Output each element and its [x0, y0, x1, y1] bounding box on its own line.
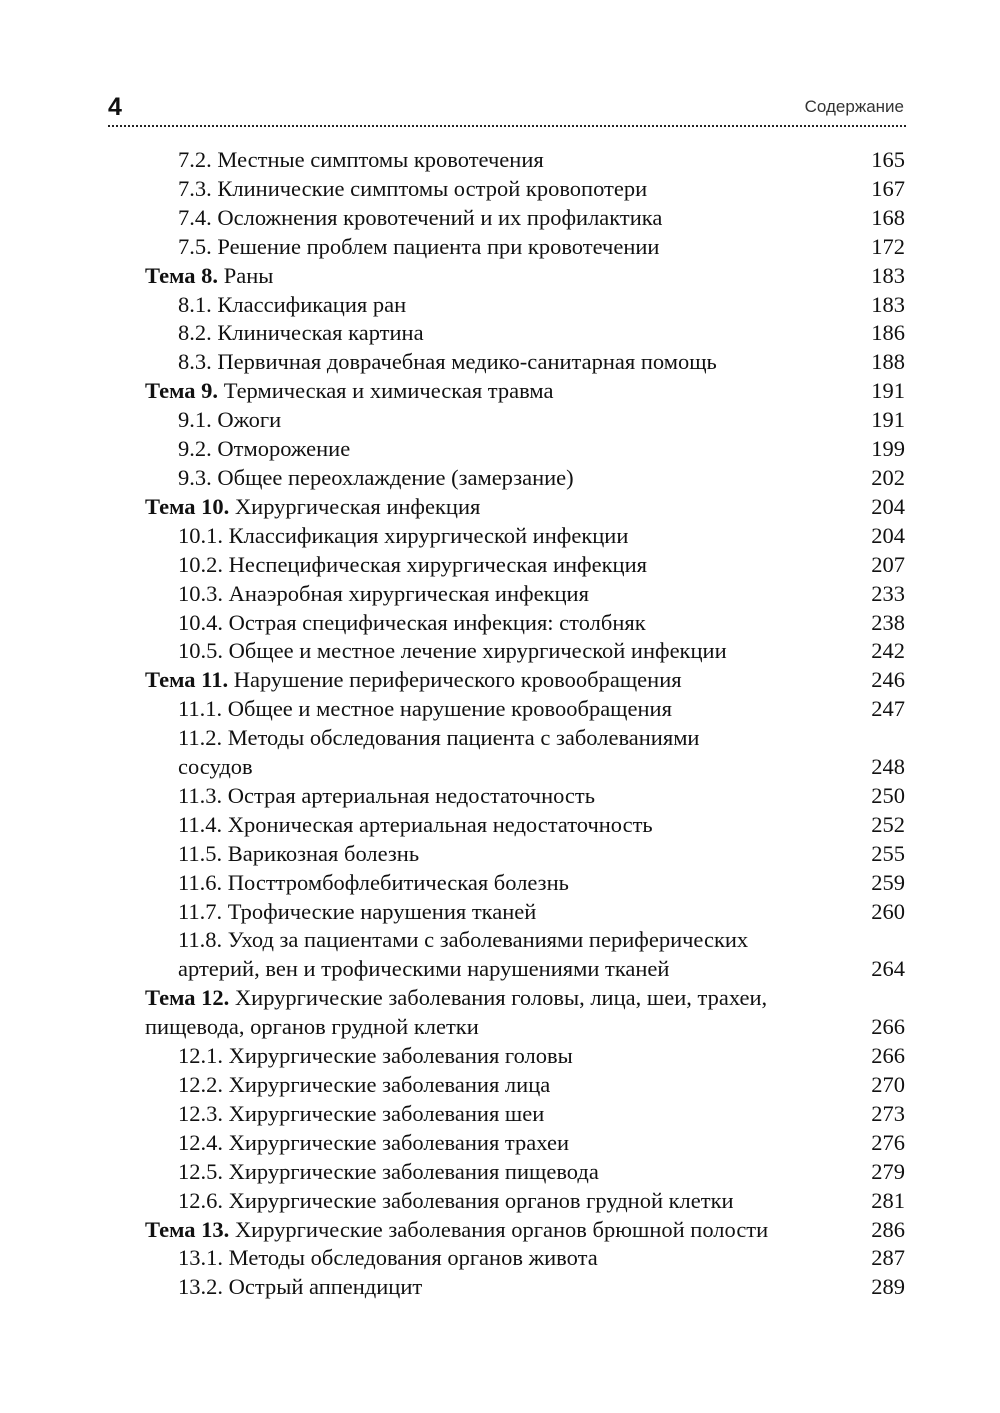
toc-page-number: 259	[871, 869, 905, 895]
toc-entry-label	[178, 406, 281, 435]
toc-page-number: 191	[871, 378, 905, 404]
toc-entry-title: Варикозная болезнь	[227, 840, 420, 866]
toc-entry-label	[178, 869, 569, 898]
dot-leader	[426, 1293, 861, 1294]
toc-subsection-entry[interactable]	[145, 1129, 905, 1158]
toc-entry-label	[178, 551, 647, 580]
toc-entry-title: Местные симптомы кровотечения	[217, 147, 544, 172]
toc-subsection-entry[interactable]	[145, 522, 905, 551]
toc-page-number: 165	[871, 147, 905, 172]
toc-subsection-entry[interactable]	[145, 724, 905, 753]
toc-section-number: 11.5.	[178, 840, 223, 866]
toc-subsection-entry[interactable]	[145, 233, 905, 262]
toc-entry-label	[178, 1244, 598, 1273]
toc-entry-title: Трофические нарушения тканей	[227, 898, 537, 924]
toc-section-number: 11.2.	[178, 725, 223, 751]
toc-entry-title: Общее переохлаждение (замерзание)	[217, 464, 574, 490]
toc-entry-label	[178, 1100, 544, 1129]
toc-section-number: 11.7.	[178, 898, 223, 924]
dot-leader	[651, 571, 861, 572]
toc-entry-label	[178, 204, 662, 233]
toc-entry-title: Клинические симптомы острой кровопотери	[217, 175, 648, 201]
toc-entry-title: Острая специфическая инфекция: столбняк	[228, 609, 646, 635]
toc-subsection-entry[interactable]	[145, 1273, 905, 1302]
dot-leader	[277, 282, 861, 283]
toc-topic-entry[interactable]	[145, 377, 905, 406]
toc-entry-label	[178, 1129, 569, 1158]
toc-section-number: 9.2.	[178, 436, 212, 462]
toc-entry-label	[178, 695, 672, 724]
toc-subsection-entry[interactable]	[145, 1187, 905, 1216]
table-of-contents	[145, 146, 905, 1302]
toc-topic-entry[interactable]	[145, 262, 905, 291]
toc-page-number: 260	[871, 898, 905, 924]
toc-page-number: 266	[871, 1043, 905, 1069]
toc-topic-number: Тема 12.	[145, 985, 230, 1011]
dot-leader	[257, 773, 861, 774]
toc-section-number: 10.3.	[178, 580, 223, 606]
toc-subsection-entry[interactable]	[145, 1100, 905, 1129]
toc-topic-entry[interactable]	[145, 1216, 905, 1245]
dot-leader	[657, 831, 861, 832]
toc-subsection-entry[interactable]	[145, 782, 905, 811]
toc-entry-title: Ожоги	[217, 407, 282, 433]
dot-leader	[573, 1149, 861, 1150]
running-section-title: Содержание	[804, 97, 904, 116]
toc-entry-title: Первичная доврачебная медико-санитарная помощь	[217, 349, 717, 375]
toc-page-number: 289	[871, 1274, 905, 1300]
dot-leader	[483, 1033, 861, 1034]
toc-entry-title: Хирургические заболевания головы, лица, шеи, трахеи,	[234, 985, 768, 1011]
toc-section-number: 12.4.	[178, 1129, 223, 1155]
toc-entry-title: Нарушение периферического кровообращения	[233, 667, 682, 693]
header-dotted-rule	[108, 125, 906, 127]
toc-section-number: 11.6.	[178, 869, 223, 895]
toc-page-number: 273	[871, 1100, 905, 1126]
toc-entry-label	[178, 724, 699, 753]
toc-topic-number: Тема 13.	[145, 1216, 230, 1242]
toc-entry-label	[145, 666, 682, 695]
toc-entry-title: Хирургические заболевания пищевода	[228, 1158, 599, 1184]
dot-leader	[428, 339, 861, 340]
toc-page-number: 191	[871, 407, 905, 433]
dot-leader	[577, 1062, 861, 1063]
toc-entry-title: Клиническая картина	[217, 320, 424, 346]
toc-page-number: 266	[871, 1014, 905, 1040]
toc-subsection-entry[interactable]	[145, 1042, 905, 1071]
dot-leader	[593, 600, 861, 601]
toc-entry-title: Острый аппендицит	[228, 1274, 423, 1300]
toc-entry-title: Хирургические заболевания шеи	[228, 1100, 545, 1126]
toc-entry-label	[178, 1187, 734, 1216]
toc-entry-title: Хирургические заболевания органов брюшной полости	[234, 1216, 769, 1242]
toc-topic-number: Тема 11.	[145, 667, 229, 693]
toc-page-number: 168	[871, 204, 905, 230]
toc-page-number: 167	[871, 175, 905, 201]
dot-leader	[354, 455, 861, 456]
toc-subsection-entry[interactable]	[145, 464, 905, 493]
dot-leader	[721, 368, 861, 369]
toc-page-number: 248	[871, 754, 905, 780]
toc-page-number: 246	[871, 667, 905, 693]
toc-subsection-entry[interactable]	[145, 319, 905, 348]
toc-entry-label	[178, 291, 406, 320]
toc-subsection-entry[interactable]	[145, 898, 905, 927]
toc-section-number: 12.2.	[178, 1072, 223, 1097]
toc-entry-label	[178, 319, 424, 348]
dot-leader	[578, 484, 861, 485]
toc-entry-continuation[interactable]	[145, 955, 905, 984]
toc-entry-label	[145, 984, 767, 1013]
toc-entry-title: Осложнения кровотечений и их профилактика	[217, 204, 663, 230]
toc-entry-label	[178, 1042, 573, 1071]
dot-leader	[603, 1178, 861, 1179]
toc-entry-label	[178, 348, 717, 377]
toc-page-number: 204	[871, 493, 905, 519]
toc-entry-title: Классификация ран	[217, 291, 407, 317]
page-header	[108, 92, 906, 132]
toc-subsection-entry[interactable]	[145, 551, 905, 580]
dot-leader	[650, 629, 861, 630]
toc-subsection-entry[interactable]	[145, 291, 905, 320]
toc-subsection-entry[interactable]	[145, 580, 905, 609]
toc-page-number: 238	[871, 609, 905, 635]
toc-page-number: 264	[871, 956, 905, 982]
toc-entry-label	[178, 898, 536, 927]
toc-section-number: 8.2.	[178, 320, 212, 346]
toc-page-number: 276	[871, 1129, 905, 1155]
dot-leader	[602, 1264, 861, 1265]
toc-page-number: 204	[871, 522, 905, 548]
toc-entry-label	[145, 1216, 768, 1245]
toc-entry-title-continued: пищевода, органов грудной клетки	[145, 1014, 479, 1040]
dot-leader	[554, 1091, 861, 1092]
dot-leader	[548, 166, 861, 167]
toc-entry-title: Хирургические заболевания трахеи	[228, 1129, 569, 1155]
toc-entry-label	[178, 782, 595, 811]
toc-section-number: 7.3.	[178, 175, 212, 201]
toc-entry-label	[178, 464, 574, 493]
toc-subsection-entry[interactable]	[145, 695, 905, 724]
toc-entry-title-continued: артерий, вен и трофическими нарушениями тканей	[178, 956, 670, 982]
toc-entry-label	[178, 175, 647, 204]
toc-page-number: 247	[871, 696, 905, 722]
toc-subsection-entry[interactable]	[145, 348, 905, 377]
dot-leader	[410, 311, 861, 312]
dot-leader	[651, 195, 861, 196]
dot-leader	[666, 224, 861, 225]
toc-topic-entry[interactable]	[145, 984, 905, 1013]
toc-entry-label	[178, 637, 727, 666]
toc-entry-title: Решение проблем пациента при кровотечении	[217, 233, 660, 259]
toc-entry-label	[178, 1071, 550, 1100]
toc-entry-label	[178, 435, 350, 464]
dot-leader	[772, 1236, 861, 1237]
toc-page-number: 188	[871, 349, 905, 375]
toc-section-number: 10.5.	[178, 638, 223, 664]
toc-entry-continuation[interactable]	[145, 1013, 905, 1042]
toc-entry-title: Раны	[223, 262, 274, 288]
toc-section-number: 11.8.	[178, 927, 223, 953]
dot-leader	[599, 802, 861, 803]
toc-entry-label	[178, 1158, 599, 1187]
toc-subsection-entry[interactable]	[145, 1071, 905, 1100]
toc-page-number: 183	[871, 291, 905, 317]
toc-entry-title: Хроническая артериальная недостаточность	[227, 811, 653, 837]
toc-subsection-entry[interactable]	[145, 146, 905, 175]
toc-section-number: 12.1.	[178, 1043, 223, 1069]
toc-entry-label	[178, 609, 646, 638]
toc-section-number: 7.2.	[178, 147, 212, 172]
toc-section-number: 12.5.	[178, 1158, 223, 1184]
toc-entry-label	[178, 522, 628, 551]
dot-leader	[285, 426, 861, 427]
toc-topic-entry[interactable]	[145, 493, 905, 522]
toc-entry-label	[178, 580, 589, 609]
toc-page-number: 199	[871, 436, 905, 462]
dot-leader	[663, 253, 861, 254]
dot-leader	[573, 889, 861, 890]
toc-page-number: 279	[871, 1158, 905, 1184]
page-number: 4	[108, 93, 122, 121]
toc-page-number: 281	[871, 1187, 905, 1213]
toc-page-number: 183	[871, 262, 905, 288]
toc-subsection-entry[interactable]	[145, 609, 905, 638]
toc-entry-label	[178, 840, 419, 869]
toc-section-number: 10.2.	[178, 551, 223, 577]
toc-section-number: 12.6.	[178, 1187, 223, 1213]
toc-section-number: 9.3.	[178, 464, 212, 490]
toc-page-number: 255	[871, 840, 905, 866]
toc-entry-label	[145, 262, 273, 291]
toc-entry-title: Неспецифическая хирургическая инфекция	[228, 551, 647, 577]
toc-subsection-entry[interactable]	[145, 926, 905, 955]
toc-entry-title: Хирургическая инфекция	[234, 493, 481, 519]
toc-entry-label	[178, 146, 544, 175]
toc-page-number: 233	[871, 580, 905, 606]
dot-leader	[423, 860, 861, 861]
toc-section-number: 9.1.	[178, 407, 212, 433]
toc-entry-title: Общее и местное лечение хирургической инфекции	[228, 638, 727, 664]
toc-page-number: 242	[871, 638, 905, 664]
toc-section-number: 11.4.	[178, 811, 223, 837]
toc-entry-title: Отморожение	[217, 436, 351, 462]
toc-section-number: 11.3.	[178, 782, 223, 808]
toc-section-number: 8.1.	[178, 291, 212, 317]
dot-leader	[548, 1120, 861, 1121]
toc-page-number: 286	[871, 1216, 905, 1242]
toc-entry-title: Хирургические заболевания органов грудной клетки	[228, 1187, 734, 1213]
toc-topic-number: Тема 8.	[145, 262, 219, 288]
toc-entry-title-continued: сосудов	[178, 754, 253, 780]
toc-entry-label	[178, 926, 748, 955]
toc-entry-label	[178, 233, 659, 262]
toc-section-number: 8.3.	[178, 349, 212, 375]
toc-subsection-entry[interactable]	[145, 1244, 905, 1273]
toc-subsection-entry[interactable]	[145, 175, 905, 204]
toc-subsection-entry[interactable]	[145, 204, 905, 233]
toc-page-number: 172	[871, 233, 905, 259]
toc-section-number: 10.1.	[178, 522, 223, 548]
toc-entry-title: Посттромбофлебитическая болезнь	[227, 869, 569, 895]
toc-entry-label	[145, 377, 553, 406]
dot-leader	[632, 542, 861, 543]
toc-entry-title: Хирургические заболевания головы	[228, 1043, 573, 1069]
toc-subsection-entry[interactable]	[145, 435, 905, 464]
toc-subsection-entry[interactable]	[145, 1158, 905, 1187]
dot-leader	[738, 1207, 861, 1208]
toc-section-number: 13.2.	[178, 1274, 223, 1300]
dot-leader	[484, 513, 861, 514]
toc-topic-number: Тема 10.	[145, 493, 230, 519]
dot-leader	[540, 918, 861, 919]
toc-section-number: 7.4.	[178, 204, 212, 230]
toc-topic-entry[interactable]	[145, 666, 905, 695]
toc-entry-title: Уход за пациентами с заболеваниями периферических	[227, 927, 749, 953]
toc-entry-continuation[interactable]	[145, 753, 905, 782]
toc-section-number: 7.5.	[178, 233, 212, 259]
toc-entry-label	[178, 811, 653, 840]
toc-entry-title: Общее и местное нарушение кровообращения	[227, 696, 672, 722]
toc-entry-label	[145, 493, 480, 522]
dot-leader	[731, 657, 861, 658]
toc-page-number: 207	[871, 551, 905, 577]
toc-page-number: 186	[871, 320, 905, 346]
toc-section-number: 13.1.	[178, 1245, 223, 1271]
toc-subsection-entry[interactable]	[145, 406, 905, 435]
toc-entry-title: Острая артериальная недостаточность	[227, 782, 596, 808]
toc-entry-label	[178, 1273, 422, 1302]
toc-entry-title: Классификация хирургической инфекции	[228, 522, 629, 548]
dot-leader	[557, 397, 861, 398]
toc-page-number: 250	[871, 782, 905, 808]
toc-subsection-entry[interactable]	[145, 840, 905, 869]
toc-section-number: 12.3.	[178, 1100, 223, 1126]
toc-entry-title: Термическая и химическая травма	[223, 378, 554, 404]
toc-page-number: 270	[871, 1072, 905, 1097]
toc-entry-title: Хирургические заболевания лица	[228, 1072, 551, 1097]
toc-entry-title: Методы обследования органов живота	[228, 1245, 598, 1271]
toc-page-number: 252	[871, 811, 905, 837]
toc-subsection-entry[interactable]	[145, 869, 905, 898]
toc-page-number: 287	[871, 1245, 905, 1271]
toc-section-number: 10.4.	[178, 609, 223, 635]
dot-leader	[686, 686, 861, 687]
dot-leader	[673, 975, 861, 976]
toc-section-number: 11.1.	[178, 696, 223, 722]
toc-subsection-entry[interactable]	[145, 637, 905, 666]
toc-entry-title: Методы обследования пациента с заболеваниями	[227, 725, 700, 751]
toc-page-number: 202	[871, 464, 905, 490]
dot-leader	[676, 715, 861, 716]
toc-subsection-entry[interactable]	[145, 811, 905, 840]
toc-topic-number: Тема 9.	[145, 378, 219, 404]
toc-entry-title: Анаэробная хирургическая инфекция	[228, 580, 589, 606]
